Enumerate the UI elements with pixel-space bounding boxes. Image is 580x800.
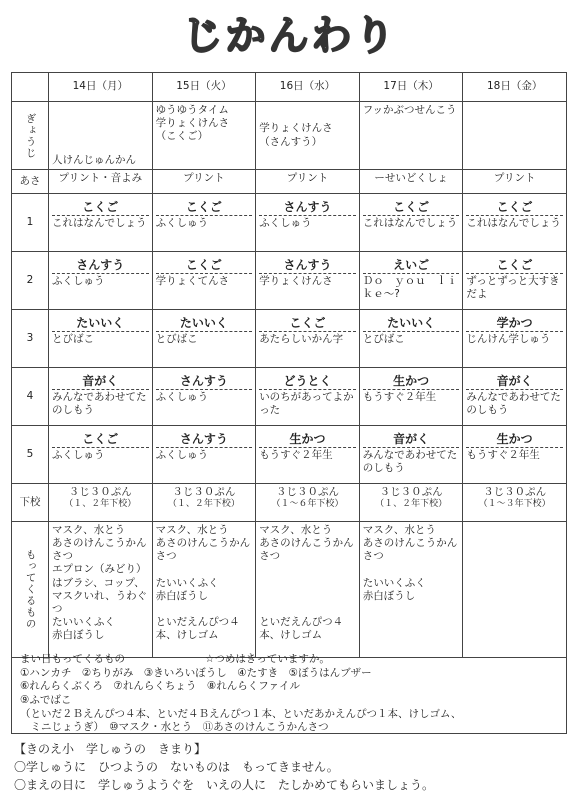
period-cell <box>152 368 256 426</box>
lesson-text: ずっとずっと大すきだよ <box>466 275 560 301</box>
subject: 音がく <box>363 432 460 448</box>
lesson-text: とびばこ <box>362 333 405 345</box>
period-cell <box>49 194 153 252</box>
period-cell <box>152 194 256 252</box>
period-cell <box>463 426 567 484</box>
subject: 音がく <box>52 374 149 390</box>
asa-cell: プリント <box>152 170 256 194</box>
subject: さんすう <box>259 200 356 216</box>
subject: こくご <box>466 258 563 274</box>
mochimono-cell: マスク、水とう あさのけんこうかんさつ たいいくふく 赤白ぼうし <box>359 522 463 658</box>
subject: さんすう <box>156 432 253 448</box>
subject: どうとく <box>259 374 356 390</box>
daily-items-line: ⑥れんらくぶくろ ⑦れんらくちょう ⑧れんらくファイル <box>20 680 301 693</box>
subject: こくご <box>156 258 253 274</box>
subject: こくご <box>52 200 149 216</box>
period-cell <box>359 310 463 368</box>
asa-cell: ーせいどくしょ <box>359 170 463 194</box>
lesson-text: これはなんでしょう <box>466 217 561 229</box>
lesson-text: あたらしいかん字 <box>259 333 344 345</box>
period-label: 3 <box>12 310 49 368</box>
daily-items-line: ミニじょうぎ） ⑩マスク・水とう ⑪あさのけんこうかんさつ <box>20 721 329 734</box>
period-row <box>12 368 567 426</box>
asa-cell: プリント <box>463 170 567 194</box>
lesson-text: もうすぐ２年生 <box>259 449 333 461</box>
lesson-text: じんけん学しゅう <box>466 333 551 345</box>
lesson-text: ふくしゅう <box>155 391 209 403</box>
subject: 生かつ <box>363 374 460 390</box>
subject: こくご <box>466 200 563 216</box>
subject: さんすう <box>52 258 149 274</box>
period-cell <box>256 368 360 426</box>
asa-row <box>12 170 567 194</box>
lesson-text: ふくしゅう <box>52 275 105 287</box>
daily-items-title: まい日もってくるもの <box>20 653 125 665</box>
subject: たいいく <box>156 316 253 332</box>
period-cell <box>152 252 256 310</box>
subject: えいご <box>363 258 460 274</box>
page-title: じかんわり <box>182 13 398 59</box>
lesson-text: ふくしゅう <box>155 217 209 229</box>
gyouji-label: ぎょうじ <box>12 102 49 170</box>
gyouji-row <box>12 102 567 170</box>
header-row <box>12 73 567 102</box>
header-day-tue: 15日（火） <box>152 73 256 102</box>
lesson-text: ふくしゅう <box>259 217 312 229</box>
lesson-text: もうすぐ２年生 <box>362 391 437 403</box>
period-cell <box>359 194 463 252</box>
period-cell <box>256 310 360 368</box>
rule-item: 〇まえの日に 学しゅうようぐを いえの人に たしかめてもらいましょう。 <box>14 778 435 792</box>
lesson-text: 学りょくけんさ <box>259 275 333 287</box>
lesson-text: みんなであわせてたのしもう <box>362 449 458 475</box>
timetable <box>11 72 567 658</box>
subject: 生かつ <box>259 432 356 448</box>
lesson-text: みんなであわせてたのしもう <box>52 391 147 417</box>
mochimono-cell <box>463 522 567 658</box>
header-day-fri: 18日（金） <box>463 73 567 102</box>
period-cell <box>49 368 153 426</box>
lesson-text: これはなんでしょう <box>52 217 147 229</box>
asa-cell: プリント・音よみ <box>49 170 153 194</box>
rules-section <box>14 740 434 794</box>
lesson-text: とびばこ <box>155 333 198 345</box>
period-cell <box>463 310 567 368</box>
period-cell <box>152 426 256 484</box>
header-day-wed: 16日（水） <box>256 73 360 102</box>
period-cell <box>152 310 256 368</box>
rules-title: 【きのえ小 学しゅうの きまり】 <box>14 742 207 756</box>
mochimono-row <box>12 522 567 658</box>
subject: こくご <box>156 200 253 216</box>
period-label: 1 <box>12 194 49 252</box>
mochimono-cell: マスク、水とう あさのけんこうかんさつ エプロン（みどり） はブラシ、コップ、マスクいれ、うわぐつ たいいくふく 赤白ぼうし <box>49 522 153 658</box>
daily-items-line: （といだ２Ｂえんぴつ４本、といだ４Ｂえんぴつ１本、といだあかえんぴつ１本、けしゴム、 <box>20 707 462 720</box>
period-label: 4 <box>12 368 49 426</box>
gekou-row <box>12 484 567 522</box>
header-day-thu: 17日（木） <box>359 73 463 102</box>
mochimono-cell: マスク、水とう あさのけんこうかんさつ たいいくふく 赤白ぼうし といだえんぴつ４本、けしゴム <box>152 522 256 658</box>
daily-items-line: ⑨ふでばこ <box>20 693 72 706</box>
subject: さんすう <box>259 258 356 274</box>
gekou-cell: ３じ３０ぷん （１、２年下校） <box>49 484 153 522</box>
rule-item: 〇学しゅうに ひつようの ないものは もってきません。 <box>14 760 339 774</box>
lesson-text: これはなんでしょう <box>362 217 458 229</box>
gyouji-cell: フッかぶつせんこう <box>359 102 463 170</box>
period-cell <box>256 426 360 484</box>
period-cell <box>256 194 360 252</box>
gekou-cell: ３じ３０ぷん （１～６年下校） <box>256 484 360 522</box>
gyouji-cell: ゆうゆうタイム 学りょくけんさ （こくご） <box>152 102 256 170</box>
period-label: 2 <box>12 252 49 310</box>
lesson-text: ふくしゅう <box>155 449 209 461</box>
daily-items-box <box>11 651 567 734</box>
gekou-label: 下校 <box>12 484 49 522</box>
subject: こくご <box>363 200 460 216</box>
header-corner <box>12 73 49 102</box>
header-day-mon: 14日（月） <box>49 73 153 102</box>
lesson-text: Ｄｏ ｙｏｕ ｌｉｋｅ～? <box>362 275 458 301</box>
period-row <box>12 310 567 368</box>
period-cell <box>49 310 153 368</box>
period-row <box>12 426 567 484</box>
asa-cell: プリント <box>256 170 360 194</box>
period-cell <box>359 252 463 310</box>
lesson-text: いのちがあってよかった <box>259 391 354 417</box>
asa-label: あさ <box>12 170 49 194</box>
gyouji-cell <box>463 102 567 170</box>
subject: たいいく <box>363 316 460 332</box>
gekou-cell: ３じ３０ぷん （１、２年下校） <box>152 484 256 522</box>
lesson-text: 学りょくてんさ <box>155 275 230 287</box>
gekou-cell: ３じ３０ぷん （１、２年下校） <box>359 484 463 522</box>
subject: 音がく <box>466 374 563 390</box>
subject: たいいく <box>52 316 149 332</box>
lesson-text: とびばこ <box>52 333 94 345</box>
subject: こくご <box>52 432 149 448</box>
gyouji-cell: 学りょくけんさ （さんすう） <box>256 102 360 170</box>
period-row <box>12 194 567 252</box>
period-cell <box>359 368 463 426</box>
lesson-text: みんなであわせてたのしもう <box>466 391 561 417</box>
nails-note: ☆つめはきっていますか。 <box>205 653 330 665</box>
lesson-text: ふくしゅう <box>52 449 105 461</box>
gyouji-cell: 人けんじゅんかん <box>49 102 153 170</box>
period-row <box>12 252 567 310</box>
mochimono-cell: マスク、水とう あさのけんこうかんさつ といだえんぴつ４本、けしゴム <box>256 522 360 658</box>
period-cell <box>463 252 567 310</box>
subject: こくご <box>259 316 356 332</box>
period-cell <box>359 426 463 484</box>
subject: 学かつ <box>466 316 563 332</box>
period-cell <box>463 368 567 426</box>
lesson-text: もうすぐ２年生 <box>466 449 540 461</box>
period-cell <box>463 194 567 252</box>
gekou-cell: ３じ３０ぷん （１～３年下校） <box>463 484 567 522</box>
mochimono-label: もってくるもの <box>12 522 49 658</box>
period-cell <box>49 252 153 310</box>
subject: さんすう <box>156 374 253 390</box>
subject: 生かつ <box>466 432 563 448</box>
period-label: 5 <box>12 426 49 484</box>
period-cell <box>256 252 360 310</box>
daily-items-line: ①ハンカチ ②ちりがみ ③きいろいぼうし ④たすき ⑤ぼうはんブザー <box>20 666 372 679</box>
period-cell <box>49 426 153 484</box>
